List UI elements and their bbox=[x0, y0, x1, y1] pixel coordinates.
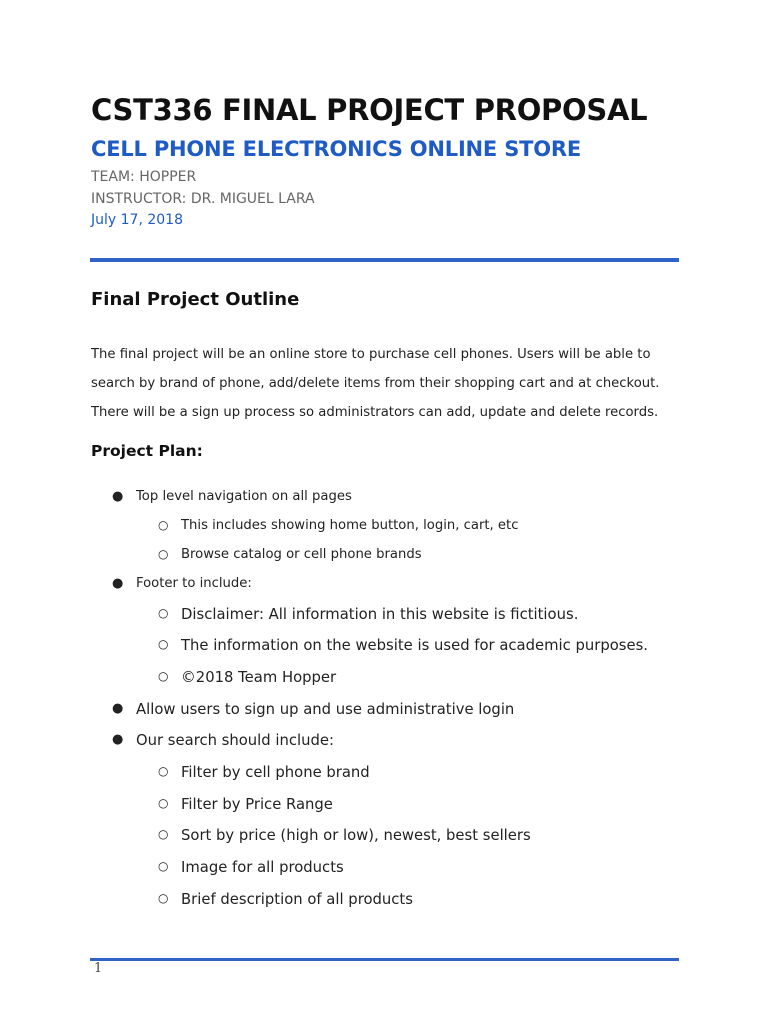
hollow-bullet-icon: ○ bbox=[158, 796, 169, 810]
instructor-line: INSTRUCTOR: DR. MIGUEL LARA bbox=[91, 191, 315, 207]
hollow-bullet-icon: ○ bbox=[158, 669, 169, 683]
hollow-bullet-icon: ○ bbox=[158, 764, 169, 778]
plan-heading: Project Plan: bbox=[91, 442, 203, 460]
hollow-bullet-icon: ○ bbox=[158, 547, 169, 561]
document-page: CST336 FINAL PROJECT PROPOSAL CELL PHONE ELECTRONICS ONLINE STORE TEAM: HOPPER INSTRUCTOR: DR. MIGUEL LARA July 17, 2018 Final Project Outline The final project will be an online store to purchase cell phones. Users will be able to search by brand of phone, add/delete items from their shopping cart and at checkout. There will be a sign up process so administrators can add, update and delete records. Project Plan: ● Top level navigation on all pages ○ This includes showing home button, login, cart, etc ○ Browse catalog or cell phone brands ● Footer to include: ○ Disclaimer: All information in this website is fictitious. ○ The information on the website is used for academic purposes. ○ ©2018 Team Hopper ● Allow users to sign up and use administrative login ● Our search should include: ○ Filter by cell phone brand ○ Filter by Price Range ○ Sort by price (high or low), newest, best sellers ○ Image for all products ○ Brief description of all products 1 bbox=[0, 0, 768, 1024]
outline-line: The final project will be an online store to purchase cell phones. Users will be able to bbox=[91, 347, 651, 362]
hollow-bullet-icon: ○ bbox=[158, 827, 169, 841]
hollow-bullet-icon: ○ bbox=[158, 606, 169, 620]
outline-line: search by brand of phone, add/delete items from their shopping cart and at checkout. bbox=[91, 376, 660, 391]
document-title: CST336 FINAL PROJECT PROPOSAL bbox=[91, 93, 648, 127]
hollow-bullet-icon: ○ bbox=[158, 859, 169, 873]
document-subtitle: CELL PHONE ELECTRONICS ONLINE STORE bbox=[91, 137, 582, 161]
outline-line: There will be a sign up process so administrators can add, update and delete records. bbox=[91, 405, 659, 420]
outline-paragraph bbox=[91, 340, 691, 427]
hollow-bullet-icon: ○ bbox=[158, 891, 169, 905]
filled-bullet-icon: ● bbox=[112, 732, 124, 747]
hollow-bullet-icon: ○ bbox=[158, 518, 169, 532]
team-line: TEAM: HOPPER bbox=[91, 169, 197, 185]
header-divider bbox=[90, 258, 679, 262]
filled-bullet-icon: ● bbox=[112, 576, 124, 591]
filled-bullet-icon: ● bbox=[112, 489, 124, 504]
footer-divider bbox=[90, 958, 679, 961]
hollow-bullet-icon: ○ bbox=[158, 637, 169, 651]
page-number: 1 bbox=[94, 961, 103, 976]
filled-bullet-icon: ● bbox=[112, 701, 124, 716]
outline-heading: Final Project Outline bbox=[91, 289, 300, 310]
date-line: July 17, 2018 bbox=[91, 212, 183, 228]
